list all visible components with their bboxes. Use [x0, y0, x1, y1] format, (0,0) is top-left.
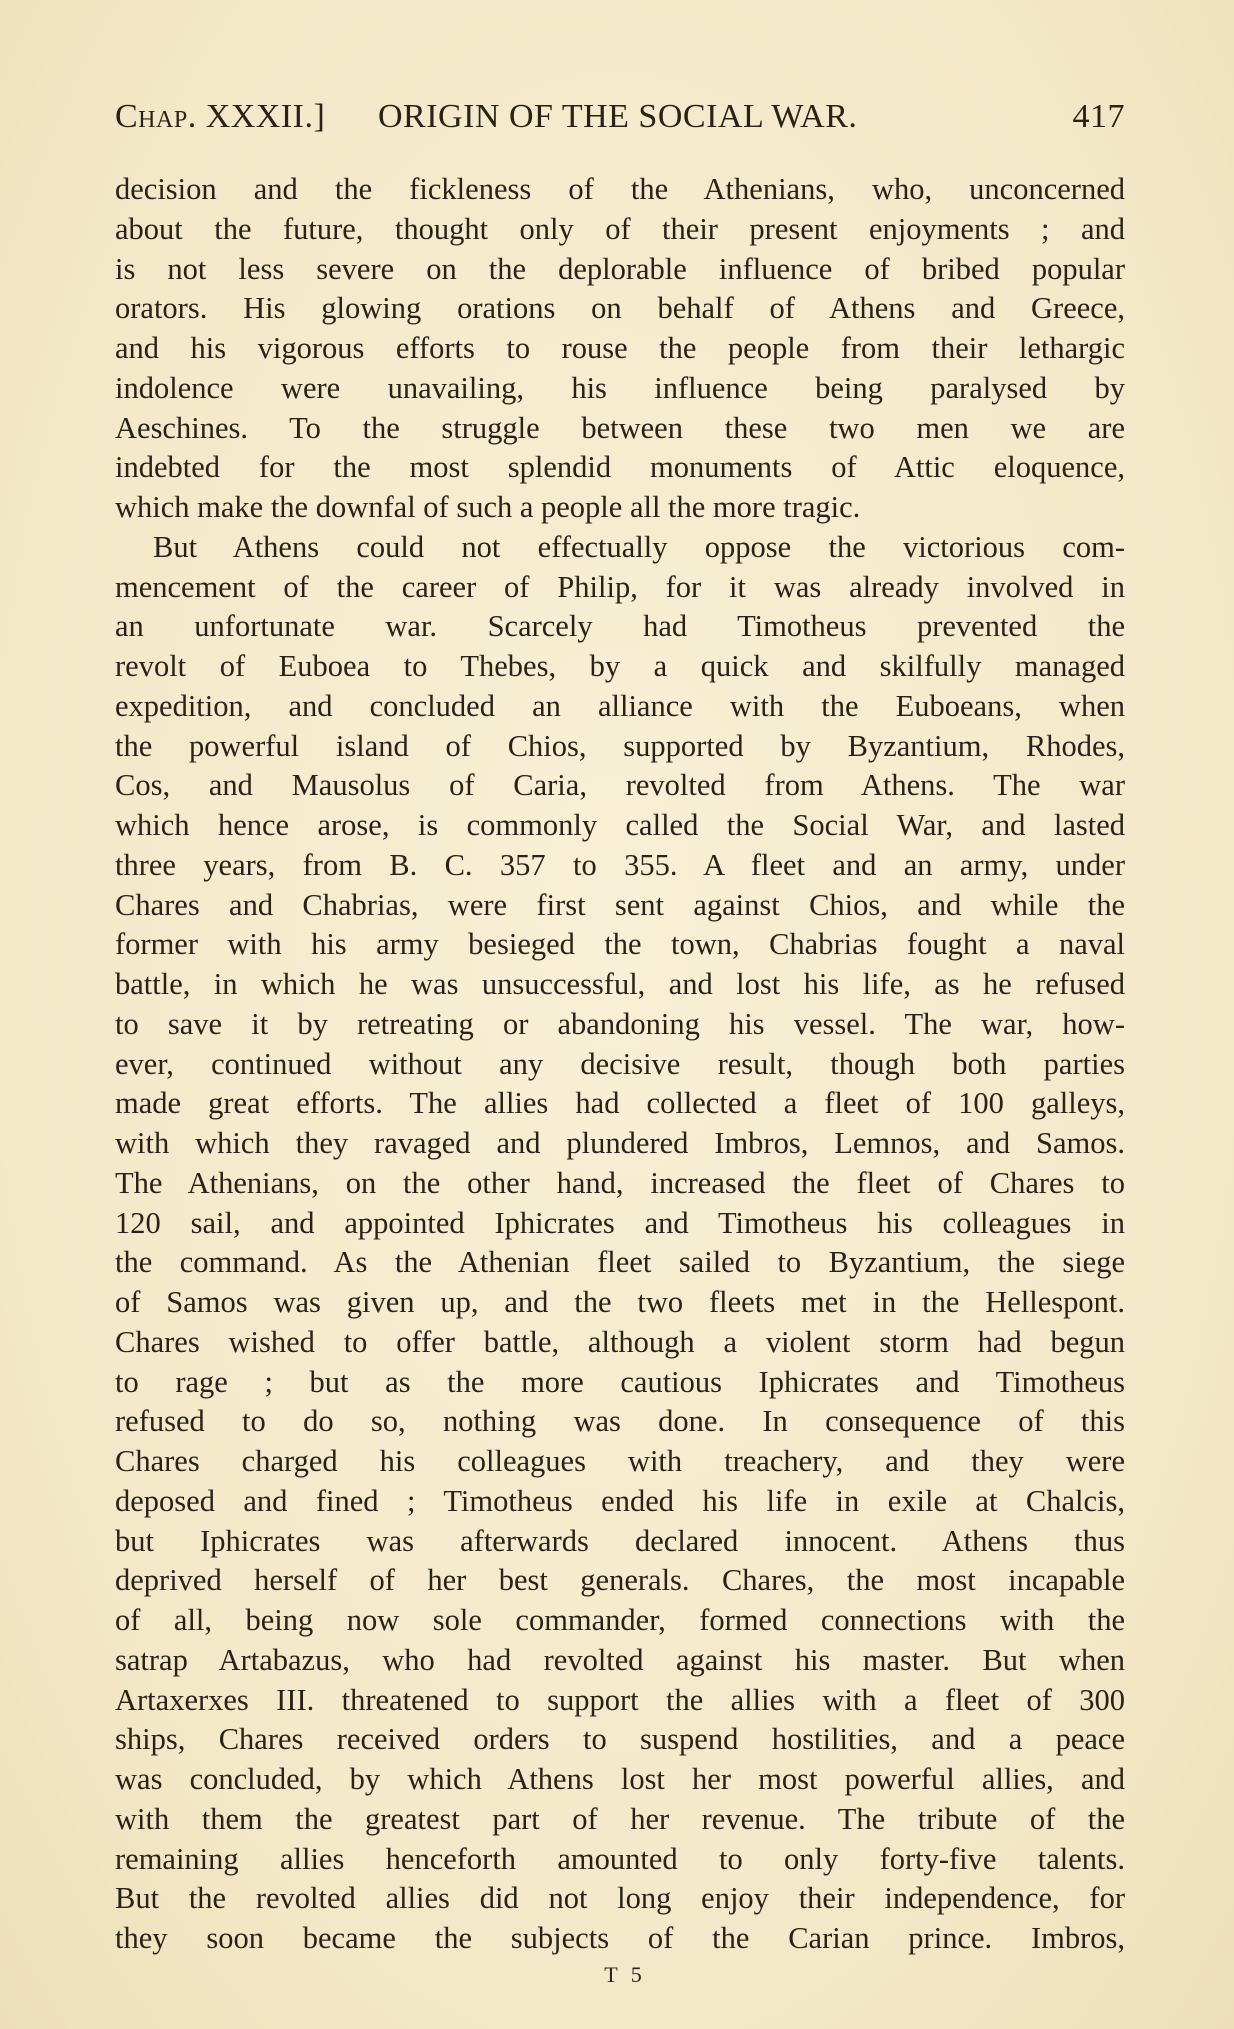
text-line: Chares charged his colleagues with treachery, and they were	[115, 1444, 1125, 1478]
text-line: but Iphicrates was afterwards declared innocent. Athens thus	[115, 1523, 1125, 1558]
text-line: with which they ravaged and plundered Imbros, Lemnos, and Samos.	[115, 1126, 1125, 1160]
text-line: refused to do so, nothing was done. In consequence of this	[115, 1404, 1125, 1439]
text-line: But the revolted allies did not long enjoy their independence, for	[115, 1881, 1125, 1916]
text-line: which hence arose, is commonly called the Social War, and lasted	[115, 808, 1125, 842]
text-line: satrap Artabazus, who had revolted against his master. But when	[115, 1642, 1125, 1677]
text-line: orators. His glowing orations on behalf of Athens and Greece,	[115, 291, 1125, 326]
text-line: expedition, and concluded an alliance with the Euboeans, when	[115, 688, 1125, 723]
text-line: to rage ; but as the more cautious Iphicrates and Timotheus	[115, 1364, 1125, 1399]
text-line: 120 sail, and appointed Iphicrates and Timotheus his colleagues in	[115, 1205, 1125, 1240]
text-line: deprived herself of her best generals. Chares, the most incapable	[115, 1563, 1125, 1598]
text-line: indolence were unavailing, his influence being paralysed by	[115, 370, 1125, 405]
text-line: of Samos was given up, and the two fleets met in the Hellespont.	[115, 1285, 1125, 1319]
text-line: revolt of Euboea to Thebes, by a quick and skilfully managed	[115, 649, 1125, 683]
text-line: former with his army besieged the town, Chabrias fought a naval	[115, 927, 1125, 962]
text-line: ever, continued without any decisive result, though both parties	[115, 1046, 1125, 1081]
text-line: ships, Chares received orders to suspend hostilities, and a peace	[115, 1722, 1125, 1757]
text-line: mencement of the career of Philip, for it was already involved in	[115, 569, 1125, 604]
text-line: to save it by retreating or abandoning his vessel. The war, how-	[115, 1006, 1125, 1041]
text-line: and his vigorous efforts to rouse the people from their lethargic	[115, 331, 1125, 365]
text-line: decision and the fickleness of the Athenians, who, unconcerned	[115, 172, 1125, 206]
text-line: indebted for the most splendid monuments of Attic eloquence,	[115, 450, 1125, 485]
text-line: made great efforts. The allies had collected a fleet of 100 galleys,	[115, 1086, 1125, 1121]
text-line: deposed and fined ; Timotheus ended his life in exile at Chalcis,	[115, 1483, 1125, 1518]
page-number: 417	[1072, 98, 1125, 135]
text-line: Chares wished to offer battle, although a violent storm had begun	[115, 1324, 1125, 1359]
text-line: Aeschines. To the struggle between these two men we are	[115, 410, 1125, 445]
text-line: which make the downfal of such a people all the more tragic.	[115, 490, 861, 524]
text-line: But Athens could not effectually oppose the victorious com-	[153, 529, 1125, 564]
chapter-title: ORIGIN OF THE SOCIAL WAR.	[378, 98, 858, 135]
running-header	[115, 98, 1125, 148]
text-line: the command. As the Athenian fleet sailed to Byzantium, the siege	[115, 1245, 1125, 1280]
text-line: The Athenians, on the other hand, increased the fleet of Chares to	[115, 1165, 1125, 1200]
text-line: the powerful island of Chios, supported by Byzantium, Rhodes,	[115, 728, 1125, 763]
text-line: of all, being now sole commander, formed connections with the	[115, 1603, 1125, 1637]
text-line: Chares and Chabrias, were first sent against Chios, and while the	[115, 887, 1125, 922]
text-line: Artaxerxes III. threatened to support the allies with a fleet of 300	[115, 1682, 1125, 1717]
text-line: they soon became the subjects of the Carian prince. Imbros,	[115, 1921, 1125, 1955]
text-line: is not less severe on the deplorable influence of bribed popular	[115, 251, 1125, 286]
signature-mark: T 5	[604, 1962, 646, 1987]
text-line: an unfortunate war. Scarcely had Timotheus prevented the	[115, 609, 1125, 644]
text-line: Cos, and Mausolus of Caria, revolted from Athens. The war	[115, 768, 1125, 803]
body-text	[115, 170, 1125, 1959]
text-line: battle, in which he was unsuccessful, and lost his life, as he refused	[115, 967, 1125, 1001]
text-line: with them the greatest part of her revenue. The tribute of the	[115, 1801, 1125, 1836]
text-line: was concluded, by which Athens lost her most powerful allies, and	[115, 1762, 1125, 1796]
text-line: remaining allies henceforth amounted to only forty-five talents.	[115, 1841, 1125, 1876]
text-line: about the future, thought only of their present enjoyments ; and	[115, 211, 1125, 246]
chapter-label: Chap. XXXII.]	[115, 98, 326, 135]
text-line: three years, from B. C. 357 to 355. A fleet and an army, under	[115, 847, 1125, 882]
